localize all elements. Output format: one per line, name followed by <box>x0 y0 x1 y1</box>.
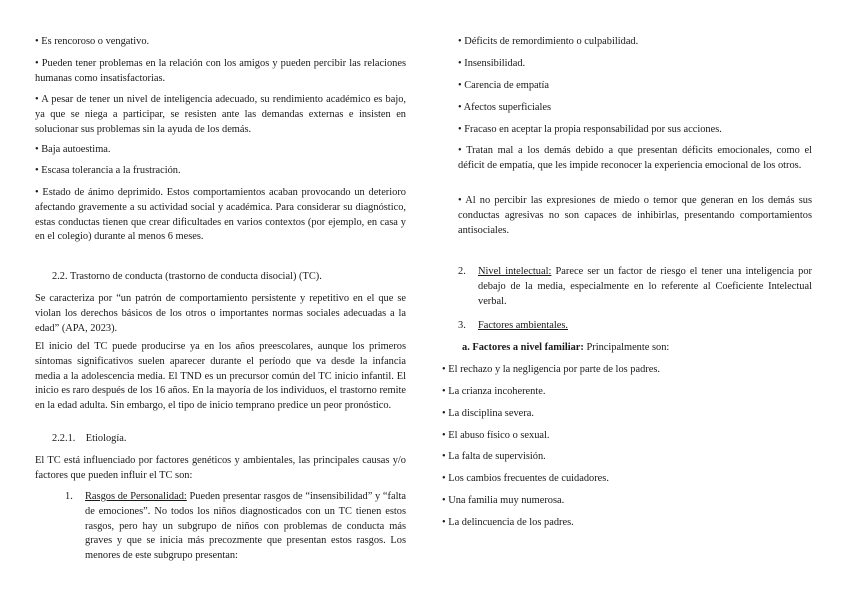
bullet-rendimiento: • A pesar de tener un nivel de inteligencia adecuado, su rendimiento académico es bajo, ya que se niega a participar, se resisten ante las demandas externas e insisten en solucionar sus problemas sin la ayuda de los demás. <box>35 94 406 135</box>
bullet-abuso: • El abuso físico o sexual. <box>442 430 550 441</box>
bullet-remordimiento: • Déficits de remordimiento o culpabilidad. <box>458 36 639 47</box>
item-title: Factores ambientales. <box>478 320 569 331</box>
list-item-factores-ambientales <box>458 319 812 334</box>
bullet-familia-numerosa: • Una familia muy numerosa. <box>442 495 565 506</box>
item-text: Pueden presentar rasgos de “insensibilidad” y “falta de emociones”. No todos los niños diagnosticados con un TC tienen estos rasgos, pero hay un subgrupo de niños con problemas de conducta más graves y que se inicia más precozmente que presentan estos rasgos. Los menores de este subgrupo presentan: <box>85 491 406 562</box>
paragraph-etiologia: El TC está influenciado por factores genéticos y ambientales, las principales causas y/o factores que pueden influir el TC son: <box>35 455 406 481</box>
list-number: 1. <box>65 491 73 502</box>
bullet-expresiones-miedo: • Al no percibir las expresiones de miedo o temor que generan en los demás sus conductas agresivas no son capaces de inhibirlas, presentando comportamientos antisociales. <box>458 195 812 236</box>
list-item-rasgos-personalidad <box>65 490 406 564</box>
subheading-text: Principalmente son: <box>583 342 670 353</box>
bullet-problemas-amigos: • Pueden tener problemas en la relación con los amigos y pueden percibir las relaciones humanas como insatisfactorias. <box>35 58 406 84</box>
section-heading-2-2-1: 2.2.1. Etiología. <box>52 433 127 444</box>
bullet-rechazo: • El rechazo y la negligencia por parte de los padres. <box>442 364 660 375</box>
bullet-tratan-mal: • Tratan mal a los demás debido a que presentan déficits emocionales, como el déficit de empatía, que les impide reconocer la experiencia emocional de los otros. <box>458 145 812 171</box>
bullet-empatia: • Carencia de empatía <box>458 80 550 91</box>
bullet-rencoroso: • Es rencoroso o vengativo. <box>35 36 150 47</box>
bullet-animo-deprimido: • Estado de ánimo deprimido. Estos comportamientos acaban provocando un deterioro afectando gravemente a su actividad social y académica. Para considerar su diagnóstico, estas conductas tienen que crear dificultades en varios contextos (por ejemplo, en casa y en el colegio) durante al menos 6 meses. <box>35 187 406 243</box>
list-item-nivel-intelectual <box>458 265 812 309</box>
bullet-afectos: • Afectos superficiales <box>458 102 552 113</box>
bullet-supervision: • La falta de supervisión. <box>442 451 546 462</box>
item-title: Rasgos de Personalidad: <box>85 491 187 502</box>
list-number: 3. <box>458 320 466 331</box>
bullet-delincuencia: • La delincuencia de los padres. <box>442 517 574 528</box>
paragraph-definition: Se caracteriza por “un patrón de comportamiento persistente y repetitivo en el que se violan los derechos básicos de los otros o importantes normas sociales adecuadas a la edad” (APA, 2023). <box>35 293 406 334</box>
bullet-tolerancia: • Escasa tolerancia a la frustración. <box>35 165 181 176</box>
list-number: 2. <box>458 266 466 277</box>
paragraph-inicio: El inicio del TC puede producirse ya en los años preescolares, aunque los primeros síntomas significativos suelen aparecer durante el período que va desde la infancia media a la adolescencia media. El TND es un precursor común del TC inicio infantil. El inicio es raro después de los 16 años. En la mayoría de los individuos, el trastorno remite en la edad adulta. Sin embargo, el tipo de inicio temprano predice un peor pronóstico. <box>35 341 406 412</box>
subheading-title: a. Factores a nivel familiar: <box>462 342 584 353</box>
bullet-insensibilidad: • Insensibilidad. <box>458 58 526 69</box>
bullet-cuidadores: • Los cambios frecuentes de cuidadores. <box>442 473 609 484</box>
item-text: Parece ser un factor de riesgo el tener una inteligencia por debajo de la media, especialmente en lo referente al Coeficiente Intelectual verbal. <box>478 266 812 307</box>
bullet-disciplina: • La disciplina severa. <box>442 408 534 419</box>
item-title: Nivel intelectual: <box>478 266 552 277</box>
bullet-crianza: • La crianza incoherente. <box>442 386 546 397</box>
bullet-responsabilidad: • Fracaso en aceptar la propia responsabilidad por sus acciones. <box>458 124 722 135</box>
section-heading-2-2: 2.2. Trastorno de conducta (trastorno de conducta disocial) (TC). <box>52 271 322 282</box>
subheading-factores-familiares <box>458 341 812 356</box>
bullet-autoestima: • Baja autoestima. <box>35 144 111 155</box>
